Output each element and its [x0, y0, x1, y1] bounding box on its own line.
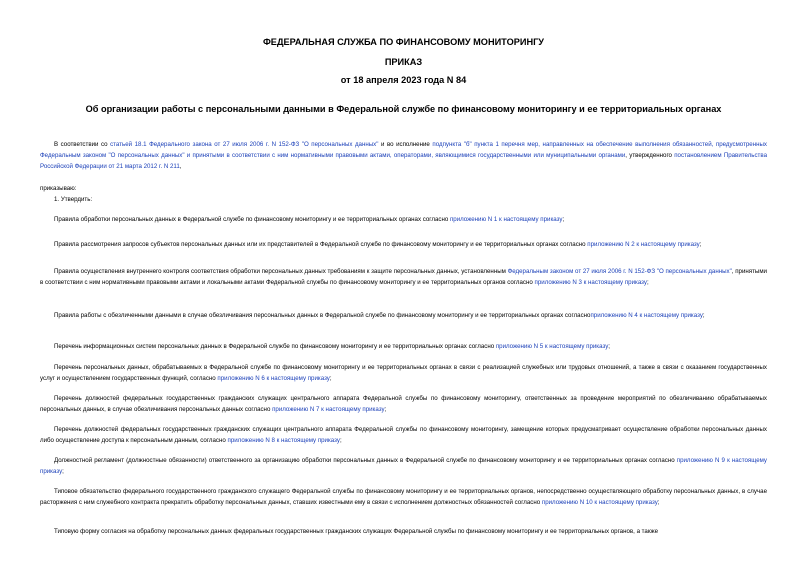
item-text: Перечень должностей федеральных государственных гражданских служащих центрального аппарата Федеральной службы по финансовому мониторингу, замещение которых предусматривает осуществление обработки персональных данных либо осуществление доступа к персональным данным, согласно [40, 426, 767, 444]
document-type: ПРИКАЗ [384, 57, 423, 67]
item-text: ; [699, 241, 702, 248]
link-appendix-1[interactable]: приложению N 1 к настоящему приказу [449, 216, 563, 223]
list-item [40, 341, 767, 352]
item-text: Перечень персональных данных, обрабатываемых в Федеральной службе по финансовому мониторингу и ее территориальных органах в связи с реализацией служебных или трудовых отношений, а также в связи с оказанием государственных услуг и осуществлением государственных функций, согласно [40, 364, 767, 382]
list-item [40, 214, 767, 225]
link-appendix-8[interactable]: приложению N 8 к настоящему приказу [227, 437, 340, 444]
item-text: Правила работы с обезличенными данными в случае обезличивания персональных данных в Федеральной службе по финансовому мониторингу и ее территориальных органах согласно [54, 312, 591, 319]
link-government-resolution[interactable]: постановлением Правительства Российской Федерации от 21 марта 2012 г. N 211 [40, 152, 767, 170]
link-appendix-2[interactable]: приложению N 2 к настоящему приказу [587, 241, 700, 248]
list-item [40, 362, 767, 384]
item-text: Типовую форму согласия на обработку персональных данных федеральных государственных гражданских служащих Федеральной службы по финансовому мониторингу и ее территориальных органов, а также [54, 528, 659, 535]
item-text: Правила осуществления внутреннего контроля соответствия обработки персональных данных требованиям к защите персональных данных, установленным [54, 268, 508, 275]
list-item [40, 266, 767, 288]
link-appendix-3[interactable]: приложению N 3 к настоящему приказу [534, 279, 647, 286]
intro-text-3: , утвержденного [625, 152, 675, 159]
approve-clause: 1. Утвердить: [54, 196, 93, 203]
list-item [40, 486, 767, 508]
prikazyvayu: приказываю: [40, 185, 77, 192]
intro-text-4: , [179, 163, 182, 170]
list-item [40, 526, 767, 537]
intro-text-1: В соответствии со [54, 141, 111, 148]
agency-name: ФЕДЕРАЛЬНАЯ СЛУЖБА ПО ФИНАНСОВОМУ МОНИТОРИНГУ [262, 37, 545, 47]
item-text: ; [562, 216, 565, 223]
link-appendix-4[interactable]: приложению N 4 к настоящему приказу [590, 312, 703, 319]
item-text: Перечень информационных систем персональных данных в Федеральной службе по финансовому мониторингу и ее территориальных органах согласно [54, 343, 496, 350]
link-appendix-5[interactable]: приложению N 5 к настоящему приказу [495, 343, 609, 350]
link-article-18-1[interactable]: статьей 18.1 Федерального закона от 27 июля 2006 г. N 152-ФЗ "О персональных данных" [110, 141, 379, 148]
link-federal-law-152[interactable]: Федеральным законом от 27 июля 2006 г. N 152-ФЗ "О персональных данных" [507, 268, 732, 275]
item-text: ; [384, 406, 387, 413]
link-appendix-10[interactable]: приложению N 10 к настоящему приказу [541, 499, 658, 506]
item-text: Правила обработки персональных данных в Федеральной службе по финансовому мониторингу и ее территориальных органах согласно [54, 216, 450, 223]
item-text: ; [657, 499, 660, 506]
link-measures-list[interactable]: подпункта "б" пункта 1 перечня мер, направленных на обеспечение выполнения обязанностей, предусмотренных Федеральным законом "О персональных данных" и принятыми в соответствии с ним нормативными правовыми актами, операторами, являющимися государственными или муниципальными органами [40, 141, 767, 159]
item-text: Перечень должностей федеральных государственных гражданских служащих центрального аппарата Федеральной службы по финансовому мониторингу, ответственных за проведение мероприятий по обезличиванию обрабатываемых персональных данных, в случае обезличивания персональных данных согласно [40, 395, 767, 413]
document-title: Об организации работы с персональными данными в Федеральной службе по финансовому мониторингу и ее территориальных органах [85, 104, 722, 114]
item-text: ; [339, 437, 342, 444]
intro-text-2: и во исполнение [378, 141, 433, 148]
item-text: Типовое обязательство федерального государственного гражданского служащего Федеральной службы по финансовому мониторингу и ее территориальных органов, непосредственно осуществляющего обработку персональных данных, в случае расторжения с ним служебного контракта прекратить обработку персональных данных, ставших известными ему в связи с исполнением должностных обязанностей согласно [40, 488, 767, 506]
list-item [40, 424, 767, 446]
item-text: ; [647, 279, 649, 286]
item-text: Должностной регламент (должностные обязанности) ответственного за организацию обработки персональных данных в Федеральной службе по финансовому мониторингу и ее территориальных органах согласно [54, 457, 677, 464]
item-text: Правила рассмотрения запросов субъектов персональных данных или их представителей в Федеральной службе по финансовому мониторингу и ее территориальных органах согласно [54, 241, 588, 248]
item-text: ; [702, 312, 705, 319]
link-appendix-6[interactable]: приложению N 6 к настоящему приказу [217, 375, 330, 382]
link-appendix-9[interactable]: приложению N 9 к настоящему приказу [40, 457, 767, 475]
item-text: , принятыми в соответствии с ним нормативными правовыми актами и локальными актами Федеральной службы по финансовому мониторингу и ее территориальных органов согласно [40, 268, 767, 286]
item-text: ; [329, 375, 332, 382]
list-item [40, 239, 767, 250]
item-text: ; [62, 468, 64, 475]
item-text: ; [608, 343, 611, 350]
list-item [40, 455, 767, 477]
intro-paragraph [40, 139, 767, 172]
list-item [40, 393, 767, 415]
list-item [40, 310, 767, 321]
date-and-number: от 18 апреля 2023 года N 84 [340, 75, 467, 85]
link-appendix-7[interactable]: приложению N 7 к настоящему приказу [272, 406, 385, 413]
